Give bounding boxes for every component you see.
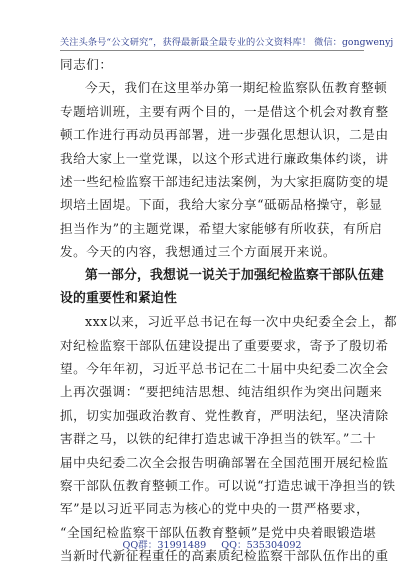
document-body [60,53,398,568]
paragraph-line: 届中央纪委二次全会报告明确部署在全国范围开展纪检监 [60,454,389,470]
section-heading-line: 第一部分，我想说一说关于加强纪检监察干部队伍建 [85,267,384,283]
paragraph-line: 坝培土固堤。下面，我给大家分享“砥砺品格操守，彰显 [60,197,383,213]
paragraph-line: 察干部队伍教育整顿工作。可以说“打造忠诚干净担当的铁 [60,478,396,494]
paragraph-line: 专题培训班，主要有两个目的，一是借这个机会对教育整 [60,103,389,119]
paragraph-line: 上再次强调：“要把纯洁思想、纯洁组织作为突出问题来 [60,384,383,400]
paragraph-line: 望。今年年初，习近平总书记在二十届中央纪委二次全会 [60,361,389,377]
paragraph-line: 军”是以习近平同志为核心的党中央的一贯严格要求， [60,501,370,517]
paragraph-line: 当新时代新征程重任的高素质纪检监察干部队伍作出的重 [60,548,389,564]
paragraph-line: 今天，我们在这里举办第一期纪检监察队伍教育整顿 [85,80,388,96]
section-heading-line: 设的重要性和紧迫性 [60,290,177,306]
page-footer [60,537,364,551]
paragraph-line: xxx以来，习近平总书记在每一次中央纪委全会上，都 [85,314,398,330]
paragraph-line: “全国纪检监察干部队伍教育整顿”是党中央着眼锻造堪 [60,524,377,540]
paragraph-line: 对纪检监察干部队伍建设提出了重要要求，寄予了殷切希 [60,337,389,353]
paragraph-line: 发。今天的内容，我想通过三个方面展开来说。 [60,244,337,260]
footer-qq-group: QQ群：31991489 [122,540,207,551]
paragraph-line: 我给大家上一堂党课，以这个形式进行廉政集体约谈，讲 [60,150,389,166]
paragraph-line: 述一些纪检监察干部违纪违法案例，为大家拒腐防变的堤 [60,173,389,189]
paragraph-line: 害群之马，以铁的纪律打造忠诚干净担当的铁军。”二十 [60,431,377,447]
paragraph-line: 担当作为”的主题党课，希望大家能够有所收获，有所启 [60,220,383,236]
footer-qq: QQ：535304092 [221,540,302,551]
page-header: 关注头条号“公文研究”，获得最新最全最专业的公文资料库！ 微信：gongwenyj [60,37,394,48]
paragraph-line: 顿工作进行再动员再部署，进一步强化思想认识，二是由 [60,127,389,143]
header-divider [60,50,364,51]
paragraph-line: 同志们： [60,57,113,72]
paragraph-line: 抓，切实加强政治教育、党性教育，严明法纪，坚决清除 [60,407,389,423]
